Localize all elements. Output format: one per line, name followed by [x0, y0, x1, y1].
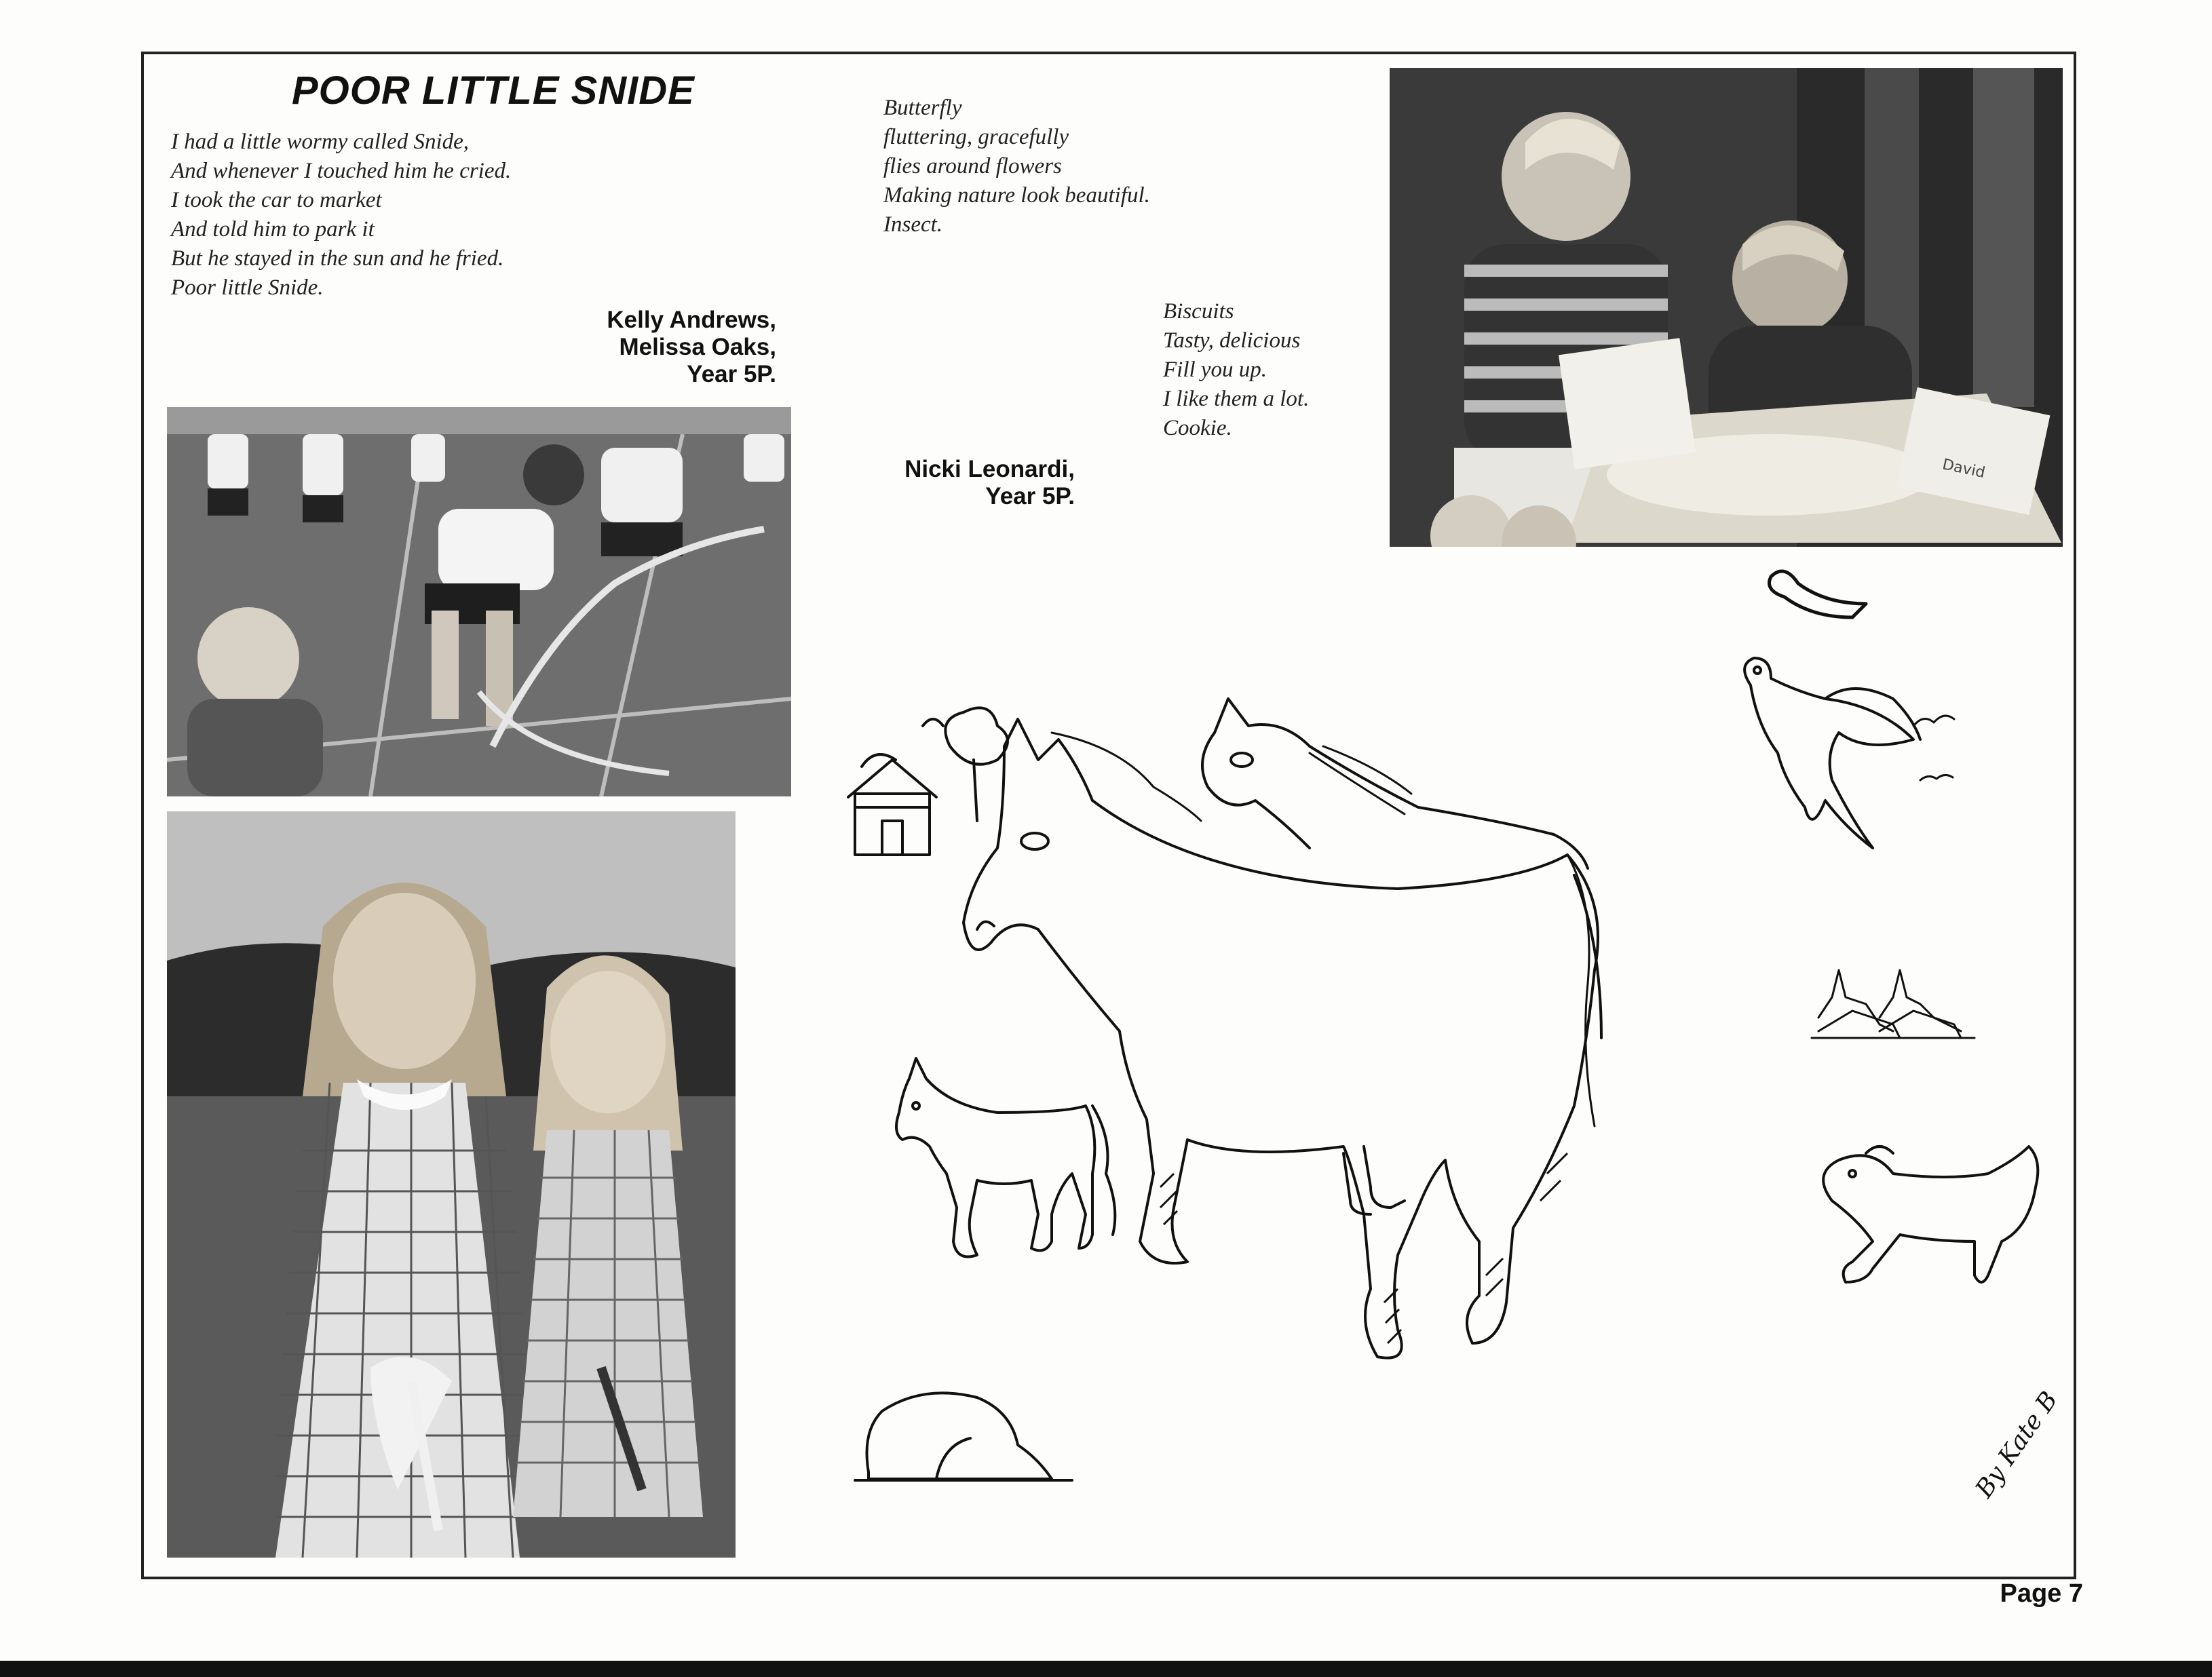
- artist-signature: By Kate B: [1970, 1386, 2063, 1503]
- poem-line: fluttering, gracefully: [883, 125, 1069, 149]
- parrot: [1744, 658, 1920, 848]
- page-title: POOR LITTLE SNIDE: [292, 69, 695, 113]
- photo-tug-of-war: [167, 407, 791, 796]
- poem-line: Insect.: [883, 212, 943, 237]
- poem-line: Cookie.: [1163, 416, 1232, 440]
- poem-line: Biscuits: [1163, 299, 1234, 324]
- poem-butterfly: [883, 94, 1150, 239]
- poem-line: Tasty, delicious: [1163, 328, 1301, 353]
- credit-line: Year 5P.: [687, 361, 776, 387]
- credit-line: Melissa Oaks,: [619, 334, 776, 360]
- photo-two-girls: [167, 811, 736, 1558]
- poem-snide: [171, 128, 511, 303]
- poem-line: Butterfly: [883, 96, 962, 120]
- credit-line: Nicki Leonardi,: [904, 456, 1075, 482]
- poem-line: Fill you up.: [1163, 358, 1267, 382]
- main-horse: [964, 719, 1601, 1358]
- photo-children-cooking: [1390, 68, 2063, 547]
- poem-line: And told him to park it: [171, 217, 375, 242]
- lamb: [1823, 1146, 2038, 1282]
- credit-line: Year 5P.: [985, 483, 1075, 509]
- riders: [1812, 970, 1975, 1038]
- house-icon: [848, 754, 936, 855]
- foal: [896, 1058, 1115, 1257]
- poem-line: Poor little Snide.: [171, 275, 324, 300]
- page-number: Page 7: [2000, 1579, 2083, 1608]
- scan-edge: [0, 1661, 2212, 1677]
- poem-line: I had a little wormy called Snide,: [171, 130, 470, 154]
- box-label: David: [1941, 456, 1987, 482]
- second-horse: [1202, 699, 1588, 1214]
- rock: [855, 1393, 1072, 1480]
- poem-line: And whenever I touched him he cried.: [171, 159, 512, 183]
- poem-line: But he stayed in the sun and he fried.: [171, 246, 504, 271]
- credit-line: Kelly Andrews,: [607, 307, 776, 333]
- tree-icon: [923, 708, 1008, 821]
- poem-line: I took the car to market: [171, 188, 382, 212]
- credit-snide: [607, 307, 776, 388]
- poem-line: I like them a lot.: [1163, 387, 1310, 411]
- credit-nicki: [904, 456, 1075, 510]
- poem-biscuits: [1163, 297, 1309, 443]
- poem-line: Making nature look beautiful.: [883, 183, 1150, 208]
- poem-line: flies around flowers: [883, 154, 1062, 178]
- horse-drawing: [835, 563, 2070, 1526]
